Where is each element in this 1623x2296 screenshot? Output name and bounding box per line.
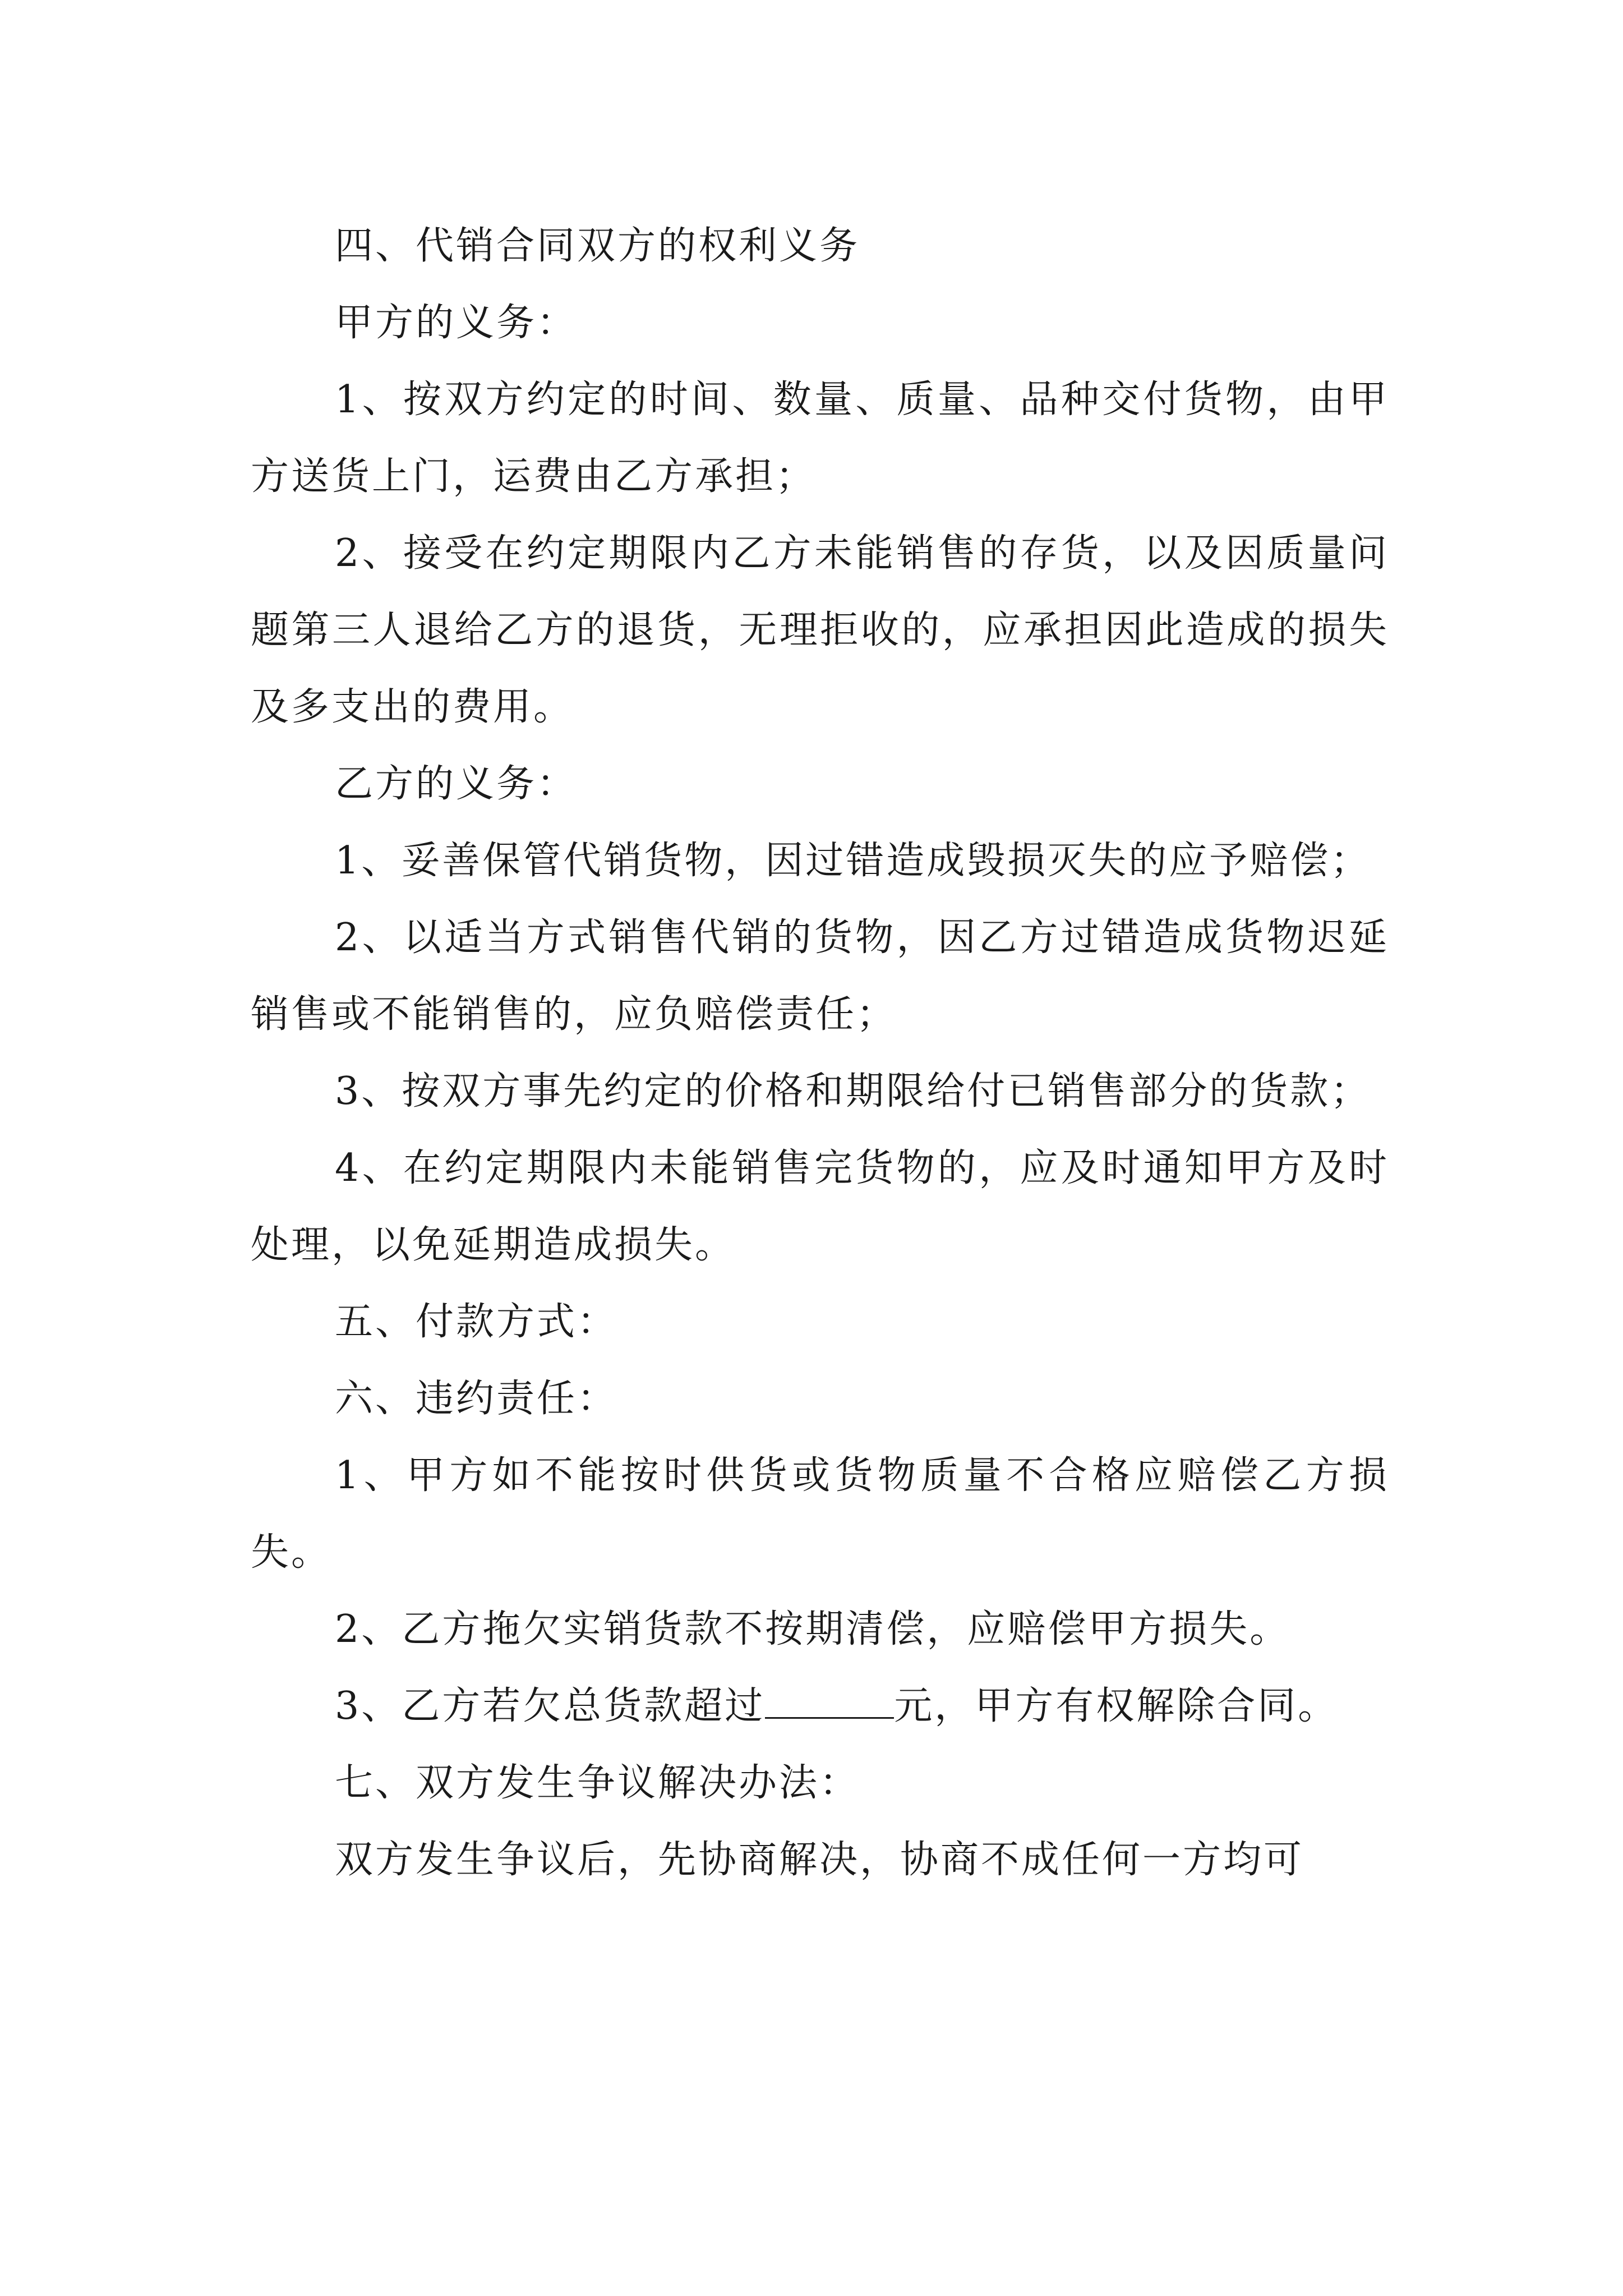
contract-body <box>251 208 1389 1898</box>
section-heading-rights-obligations: 四、代销合同双方的权利义务 <box>335 224 860 268</box>
party-a-duties-title: 甲方的义务： <box>335 301 578 345</box>
party-b-duty-item: 3、按双方事先约定的价格和期限给付已销售部分的货款； <box>335 1069 1371 1114</box>
section-heading-dispute: 七、双方发生争议解决办法： <box>335 1761 860 1805</box>
party-b-duties-title: 乙方的义务： <box>335 762 578 806</box>
liability-item <box>251 1668 1389 1745</box>
party-a-duty-item: 1、按双方约定的时间、数量、质量、品种交付货物，由甲方送货上门，运费由乙方承担； <box>251 378 1389 499</box>
liability-3-text-before: 3、乙方若欠总货款超过 <box>335 1684 766 1728</box>
party-b-duty-item: 2、以适当方式销售代销的货物，因乙方过错造成货物迟延销售或不能销售的，应负赔偿责任； <box>251 915 1389 1037</box>
party-b-duty-item: 4、在约定期限内未能销售完货物的，应及时通知甲方及时处理，以免延期造成损失。 <box>251 1146 1389 1267</box>
liability-item: 1、甲方如不能按时供货或货物质量不合格应赔偿乙方损失。 <box>251 1453 1389 1575</box>
party-a-duty-item: 2、接受在约定期限内乙方未能销售的存货，以及因质量问题第三人退给乙方的退货，无理拒收的，应承担因此造成的损失及多支出的费用。 <box>251 531 1389 729</box>
dispute-paragraph: 双方发生争议后，先协商解决，协商不成任何一方均可 <box>335 1838 1304 1882</box>
liability-3-text-after: 元，甲方有权解除合同。 <box>894 1684 1339 1728</box>
section-heading-liability: 六、违约责任： <box>335 1377 618 1421</box>
liability-item: 2、乙方拖欠实销货款不按期清偿，应赔偿甲方损失。 <box>335 1607 1290 1651</box>
amount-blank-field <box>765 1683 894 1719</box>
party-b-duty-item: 1、妥善保管代销货物，因过错造成毁损灭失的应予赔偿； <box>335 839 1371 883</box>
section-heading-payment: 五、付款方式： <box>335 1300 618 1344</box>
